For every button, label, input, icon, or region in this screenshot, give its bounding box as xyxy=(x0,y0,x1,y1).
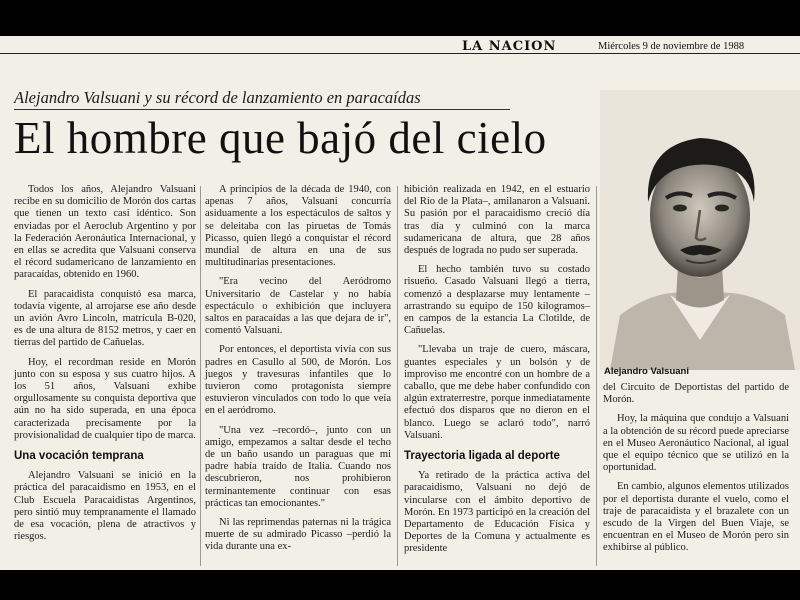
article-paragraph: "Una vez –recordó–, junto con un amigo, empezamos a saltar desde el techo de un baño usando un paraguas que mi padre había traído de Italia. Cuando nos descubrieron, nos prohibieron terminantemente continuar con esas prácticas tan emocionantes." xyxy=(205,424,391,509)
newspaper-name: LA NACION xyxy=(462,39,557,54)
article-column-3 xyxy=(404,184,590,563)
article-paragraph: Por entonces, el deportista vivía con sus padres en Casullo al 500, de Morón. Los juegos y travesuras infantiles que lo tuvieron como protagonista siempre estuvieron vinculados con todo lo que veía en el aeródromo. xyxy=(205,344,391,417)
article-paragraph: Ya retirado de la práctica activa del paracaidismo, Valsuani no dejó de vincularse con el ámbito deportivo de Morón. En 1973 participó en la creación del Departamento de Educación Física y Deportes de la Comuna y actualmente es presidente xyxy=(404,470,590,555)
article-paragraph: "Llevaba un traje de cuero, máscara, guantes especiales y un bolsón y de improviso me encontré con un hombre de a caballo, que me debe haber confundido con algún extraterrestre, porque inmediatamente efectuó dos disparos que no dieron en el blanco. Luego se aclaró todo", narró Valsuani. xyxy=(404,344,590,441)
article-paragraph: hibición realizada en 1942, en el estuario del Río de la Plata–, amilanaron a Valsuani. Su pasión por el paracaidismo creció día tras día y culminó con la marca sudamericana de altura, que 28 años después de lograda no pudo ser superada. xyxy=(404,184,590,257)
article-paragraph: "Era vecino del Aeródromo Universitario de Castelar y no había espectáculo o exhibición que incluyera saltos en paracaídas a las que dejara de ir", comentó Valsuani. xyxy=(205,276,391,337)
article-paragraph: Ni las reprimendas paternas ni la trágica muerte de su admirado Picasso –perdió la vida durante una ex- xyxy=(205,517,391,553)
photo-caption: Alejandro Valsuani xyxy=(604,366,689,377)
article-column-4 xyxy=(603,382,789,562)
newspaper-clipping xyxy=(0,36,800,570)
article-kicker: Alejandro Valsuani y su récord de lanzamiento en paracaídas xyxy=(14,88,510,110)
portrait-photo xyxy=(600,90,800,370)
article-column-2 xyxy=(205,184,391,561)
column-rule xyxy=(397,186,398,566)
article-paragraph: A principios de la década de 1940, con apenas 7 años, Valsuani concurría asiduamente a los espectáculos de saltos y se deleitaba con las piruetas de Tomás Picasso, quien llegó a conquistar el récord mundial de altura en una de sus multitudinarias presentaciones. xyxy=(205,184,391,269)
masthead xyxy=(0,39,800,54)
portrait-photo-image xyxy=(600,90,800,370)
section-subheading: Trayectoria ligada al deporte xyxy=(404,450,560,463)
column-rule xyxy=(596,186,597,566)
column-rule xyxy=(200,186,201,566)
article-paragraph: Hoy, la máquina que condujo a Valsuani a la obtención de su récord puede apreciarse en el Museo Aeronáutico Nacional, al igual que el equipo técnico que se utilizó en la oportunidad. xyxy=(603,413,789,474)
article-paragraph: El hecho también tuvo su costado risueño. Casado Valsuani llegó a tierra, comenzó a desplazarse muy lentamente –arrastrando su equipo de 150 kilogramos– en campos de la estancia La Clotilde, de Cañuelas. xyxy=(404,264,590,337)
article-column-1 xyxy=(14,184,196,550)
section-subheading: Una vocación temprana xyxy=(14,450,144,463)
article-paragraph: Hoy, el recordman reside en Morón junto con su esposa y sus cuatro hijos. A los 51 años, Valsuani exhibe orgullosamente su conquista deportiva que aún no ha sido superada, en una época caracterizada precisamente por la provisionalidad de cualquier tipo de marca. xyxy=(14,356,196,441)
article-paragraph: del Circuito de Deportistas del partido de Morón. xyxy=(603,382,789,406)
article-paragraph: Alejandro Valsuani se inició en la práctica del paracaidismo en 1953, en el Club Escuela Paracaidistas Argentinos, pero sintió muy tempranamente el llamado de esa vocación, plena de atractivos y riesgos. xyxy=(14,470,196,543)
article-paragraph: El paracaidista conquistó esa marca, todavía vigente, al arrojarse ese año desde un avión Avro Lincoln, matrícula B-020, es de una altura de 8152 metros, y caer en tierras del partido de Cañuelas. xyxy=(14,288,196,349)
article-paragraph: En cambio, algunos elementos utilizados por el deportista durante el vuelo, como el traje de paracaidista y el brazalete con un escudo de la Virgen del Buen Viaje, se encuentran en el Museo de Morón pero sin exhibirse al público. xyxy=(603,481,789,554)
publication-date: Miércoles 9 de noviembre de 1988 xyxy=(598,41,745,52)
article-headline: El hombre que bajó del cielo xyxy=(14,113,547,163)
article-paragraph: Todos los años, Alejandro Valsuani recibe en su domicilio de Morón dos cartas que tienen un texto casi idéntico. Son enviadas por el Aeroclub Argentino y por la Federación Aeronáutica Internacional, y en ellas se acredita que Valsuani conserva el récord sudamericano de lanzamiento en paracaídas, obtenido en 1960. xyxy=(14,184,196,281)
